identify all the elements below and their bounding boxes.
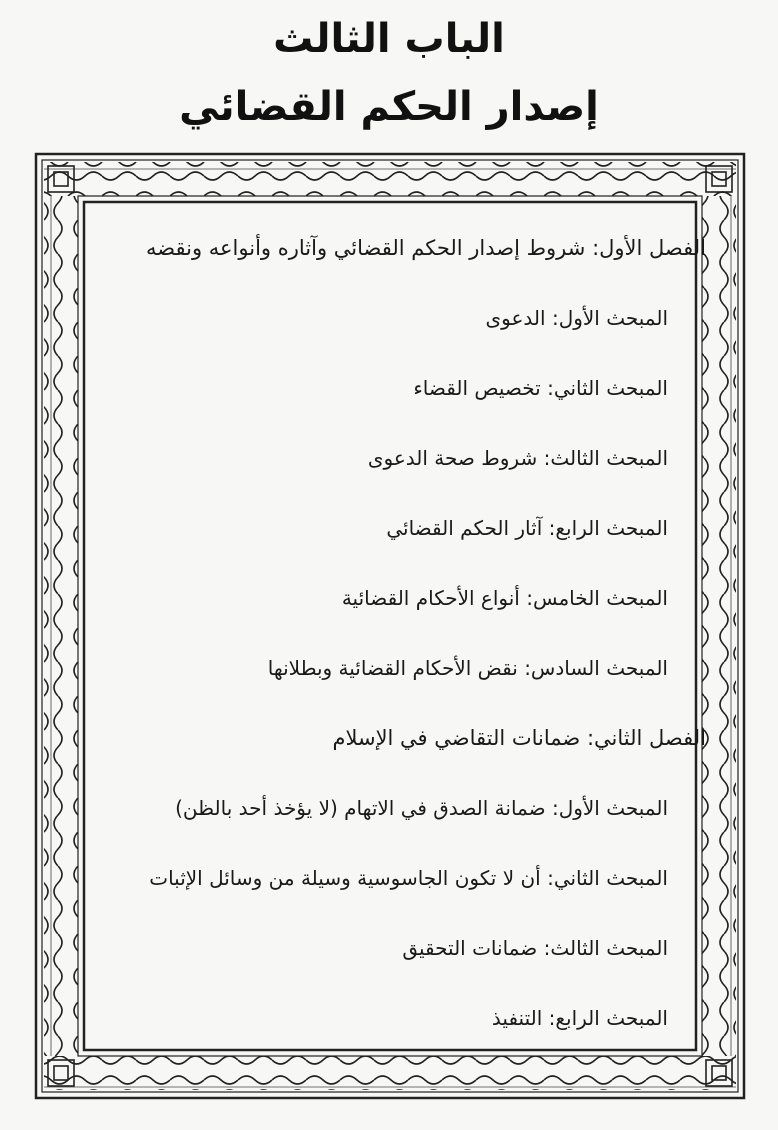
toc-title: ضمانات التحقيق (402, 936, 538, 960)
toc-label: المبحث السادس: (524, 656, 668, 680)
toc-title: أن لا تكون الجاسوسية وسيلة من وسائل الإثبات (149, 866, 541, 890)
toc-section-1-1 (146, 288, 706, 358)
toc-chapter-1 (146, 218, 706, 288)
toc-label: المبحث الرابع: (548, 1006, 668, 1030)
toc-title: شروط صحة الدعوى (367, 446, 538, 470)
toc-label: المبحث الثالث: (543, 936, 668, 960)
toc-label: المبحث الأول: (551, 796, 668, 820)
toc-section-2-3 (146, 918, 706, 988)
toc-section-2-4 (146, 988, 706, 1058)
toc-label: المبحث الثاني: (547, 376, 668, 400)
toc-title: ضمانات التقاضي في الإسلام (332, 726, 581, 750)
toc-label: المبحث الأول: (551, 306, 668, 330)
toc-section-2-2 (146, 848, 706, 918)
toc-title: نقض الأحكام القضائية وبطلانها (267, 656, 518, 680)
toc-section-1-3 (146, 428, 706, 498)
toc-label: المبحث الثالث: (543, 446, 668, 470)
toc-label: المبحث الثاني: (547, 866, 668, 890)
toc-title: الدعوى (485, 306, 546, 330)
toc-label: الفصل الثاني: (586, 726, 706, 750)
toc-section-1-6 (146, 638, 706, 708)
toc-label: المبحث الرابع: (548, 516, 668, 540)
toc-title: ضمانة الصدق في الاتهام (لا يؤخذ أحد بالظن) (175, 796, 546, 820)
toc-section-1-4 (146, 498, 706, 568)
toc-title: شروط إصدار الحكم القضائي وآثاره وأنواعه ونقضه (146, 236, 586, 260)
toc-section-2-1 (146, 778, 706, 848)
toc-title: تخصيص القضاء (413, 376, 541, 400)
table-of-contents (146, 218, 706, 1058)
toc-title: التنفيذ (491, 1006, 543, 1030)
toc-section-1-5 (146, 568, 706, 638)
toc-label: المبحث الخامس: (526, 586, 668, 610)
part-heading: الباب الثالث (273, 16, 505, 62)
toc-chapter-2 (146, 708, 706, 778)
toc-section-1-2 (146, 358, 706, 428)
toc-title: أنواع الأحكام القضائية (341, 586, 520, 610)
toc-label: الفصل الأول: (592, 236, 706, 260)
toc-title: آثار الحكم القضائي (386, 516, 543, 540)
part-title: إصدار الحكم القضائي (179, 84, 599, 130)
